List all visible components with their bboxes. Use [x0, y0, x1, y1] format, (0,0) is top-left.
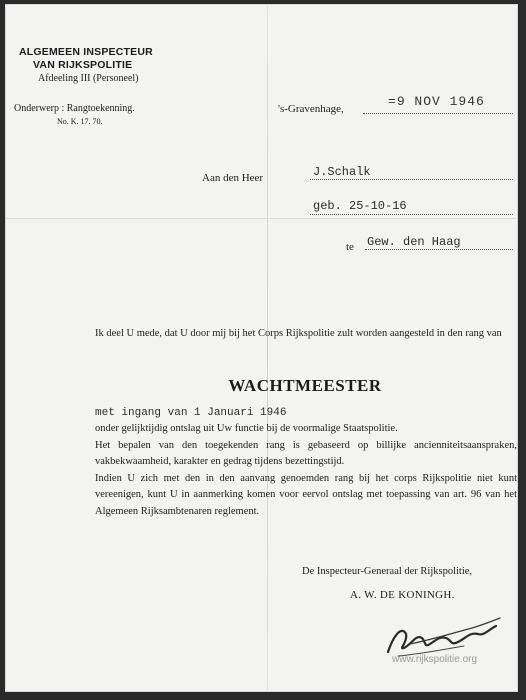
- body-paragraph-2: [95, 421, 517, 520]
- paragraph-line: Indien U zich met den in den aanvang genoemden rang bij het corps Rijkspolitie niet kunt vereenigen, kunt U in aanmerking komen voor eervol ontslag met toepassing van art. 96 van het Algemeen Rijksambtenaren reglement.: [95, 472, 517, 517]
- town-label: te: [346, 241, 354, 253]
- paragraph-text: Ik deel U mede, dat U door mij bij het Corps Rijkspolitie zult worden aangesteld in den rang van: [95, 328, 502, 339]
- signoff-name: A. W. DE KONINGH.: [350, 589, 455, 601]
- letterhead-line-1: ALGEMEEN INSPECTEUR: [19, 46, 153, 58]
- signoff-title: De Inspecteur-Generaal der Rijkspolitie,: [302, 566, 473, 577]
- paragraph-line: Het bepalen van den toegekenden rang is gebaseerd op billijke ancienniteitsaanspraken, vakbekwaamheid, karakter en gedrag tijdens bezettingstijd.: [95, 439, 517, 467]
- watermark-url: www.rijkspolitie.org: [392, 654, 478, 665]
- body-paragraph-1: [95, 326, 517, 343]
- birth-dotted-line: [310, 214, 513, 215]
- subject-line: Onderwerp : Rangtoekenning.: [14, 103, 135, 114]
- addressee-birth: geb. 25-10-16: [313, 199, 407, 213]
- addressee-town: Gew. den Haag: [367, 235, 461, 249]
- date-dotted-line: [363, 113, 513, 114]
- start-date-line: met ingang van 1 Januari 1946: [95, 407, 287, 419]
- rank-heading: WACHTMEESTER: [228, 376, 382, 395]
- town-dotted-line: [365, 249, 513, 250]
- paragraph-line: onder gelijktijdig ontslag uit Uw functie bij de voormalige Staatspolitie.: [95, 423, 398, 434]
- place-label: 's-Gravenhage,: [278, 103, 344, 115]
- name-dotted-line: [310, 179, 513, 180]
- paper-fold-vertical: [267, 4, 268, 692]
- date-value: 9 NOV 1946: [396, 94, 485, 109]
- addressee-label: Aan den Heer: [202, 172, 264, 184]
- document-sheet: [5, 4, 518, 692]
- date-prefix: =: [388, 94, 397, 109]
- letterhead-department: Afdeeling III (Personeel): [38, 73, 139, 84]
- addressee-name: J.Schalk: [313, 165, 371, 179]
- date-stamp: [388, 94, 485, 109]
- paper-fold-horizontal: [5, 218, 518, 219]
- reference-number: No. K. 17. 70.: [57, 117, 103, 126]
- letterhead-line-2: VAN RIJKSPOLITIE: [33, 59, 133, 71]
